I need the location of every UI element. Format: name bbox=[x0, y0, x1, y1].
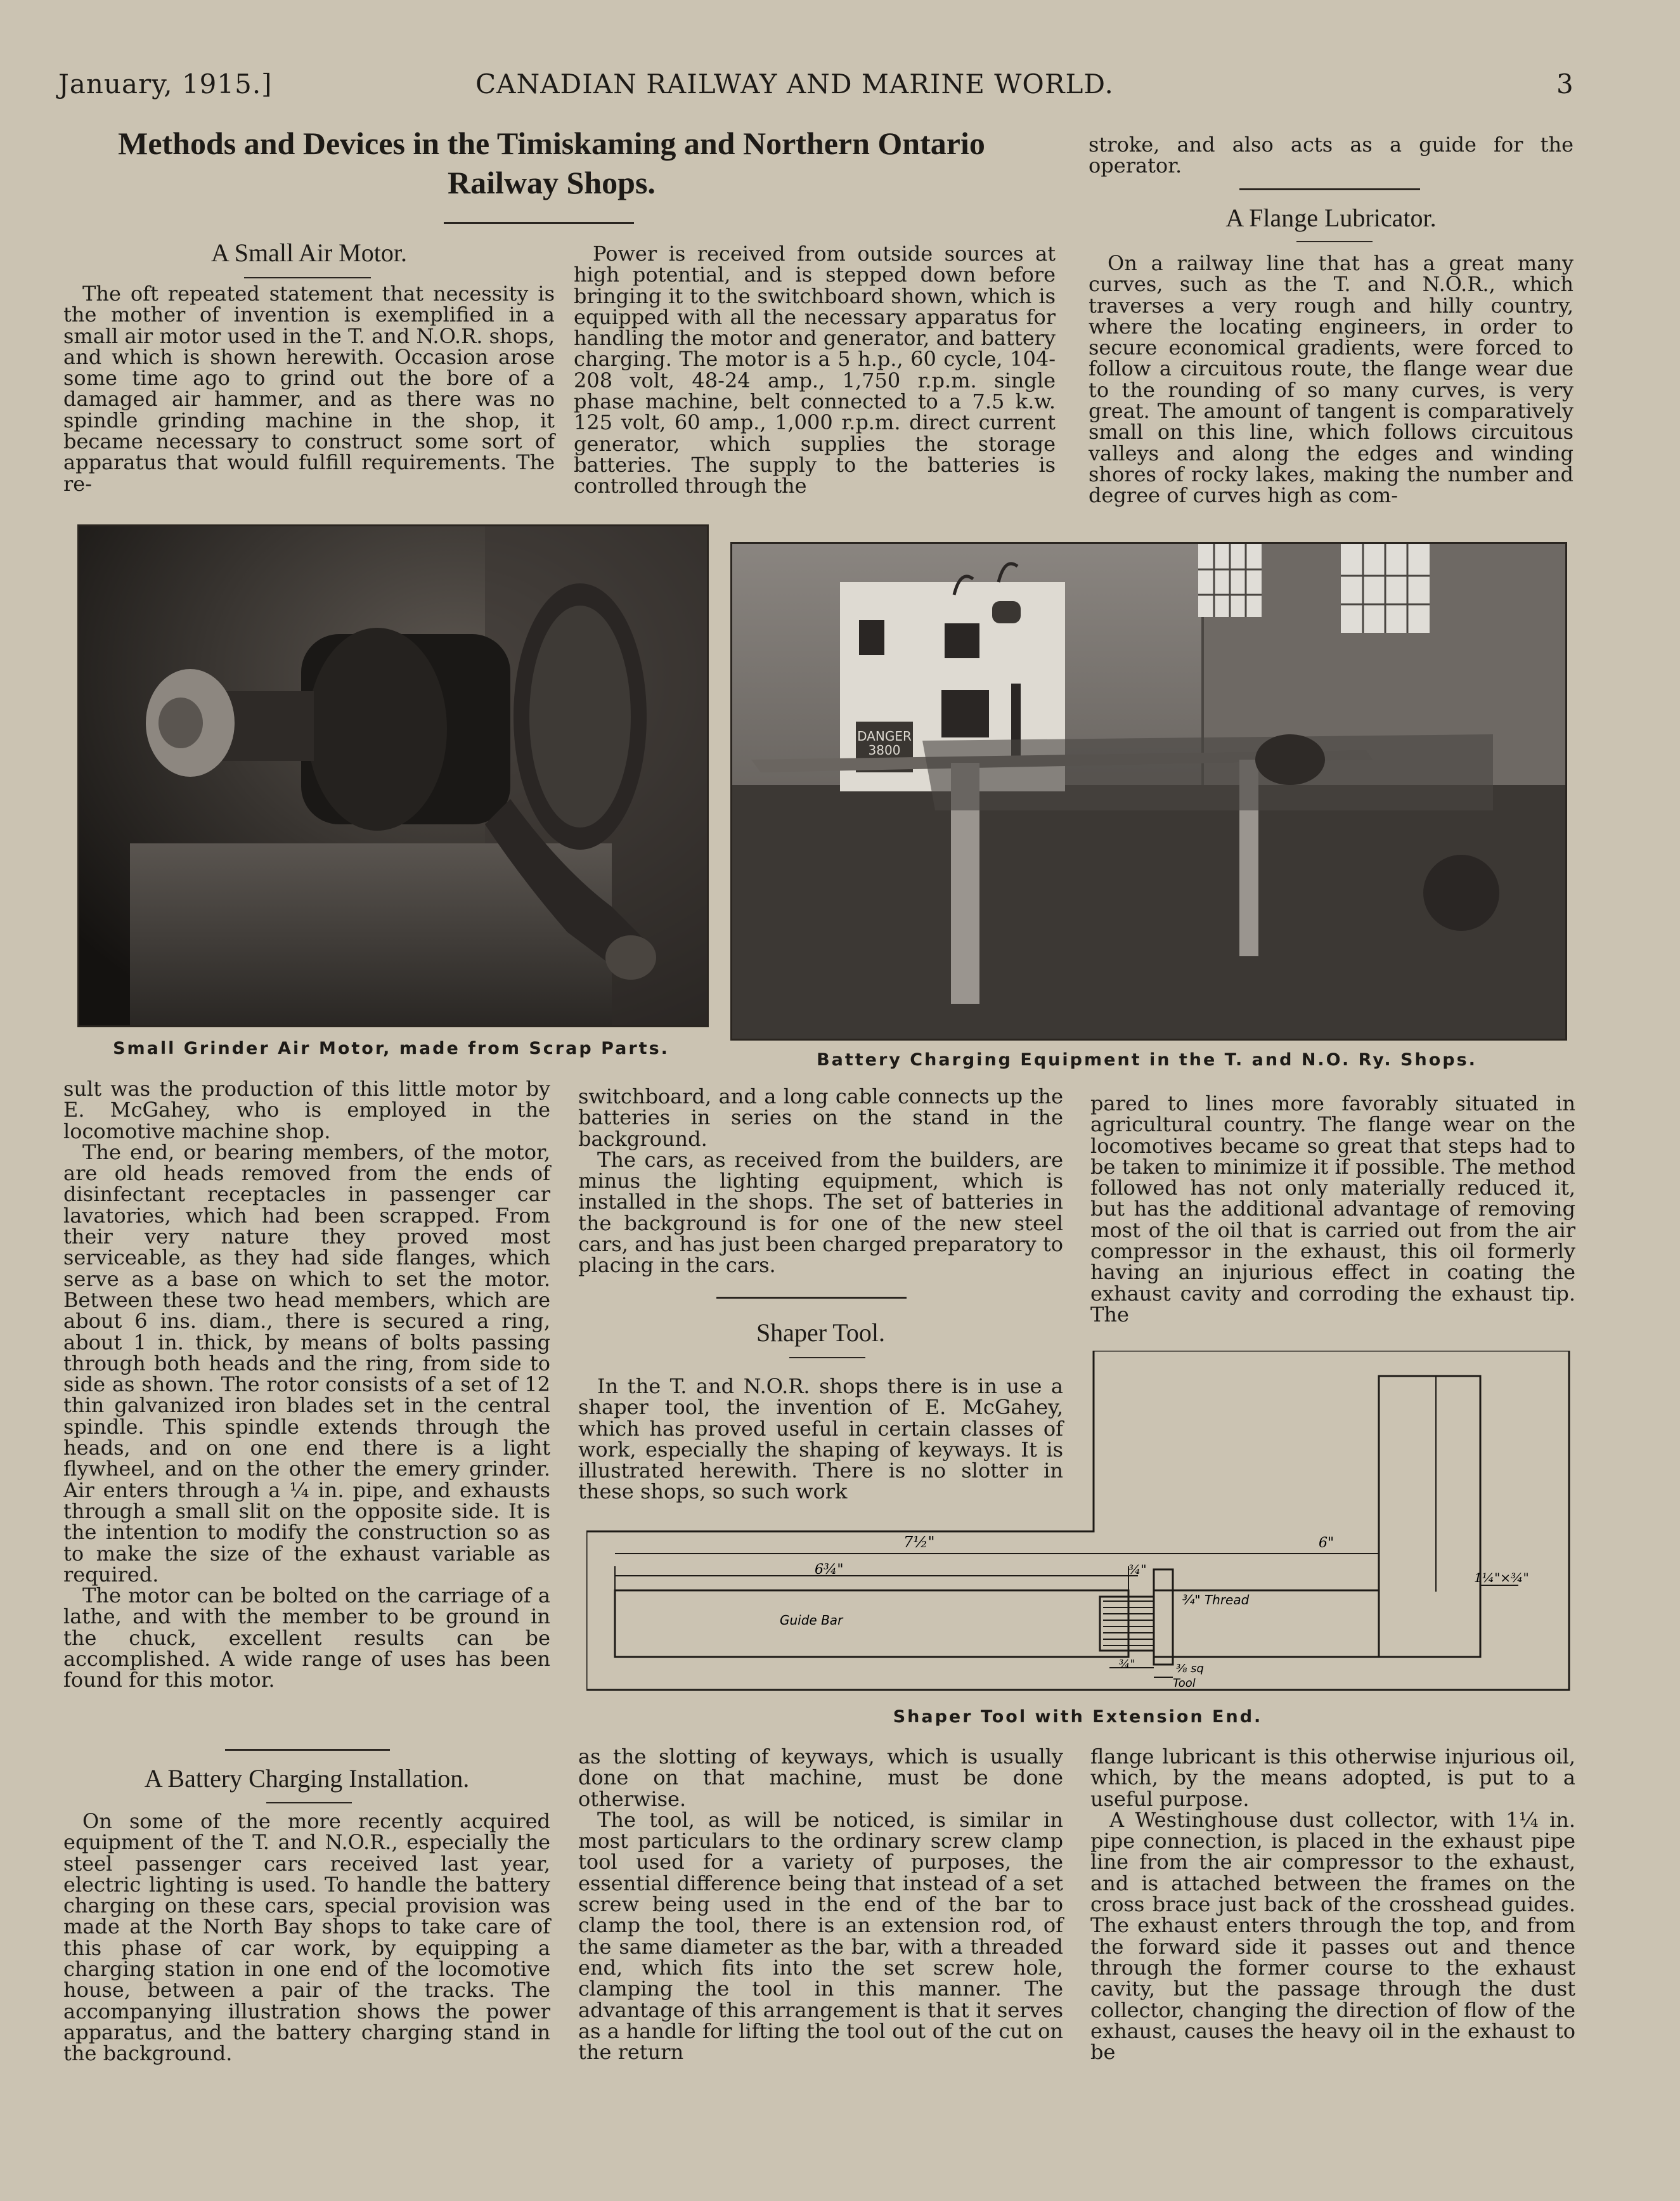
rule-flange-top bbox=[1239, 188, 1420, 190]
dim-1-4-x-3-4: 1¼"×¾" bbox=[1474, 1570, 1529, 1585]
heading-battery-charging: A Battery Charging Installation. bbox=[144, 1764, 470, 1793]
danger-sign-line1: DANGER bbox=[857, 729, 912, 744]
paragraph: sult was the production of this little motor by E. McGahey, who is employed in the locomotive machine shop. bbox=[63, 1077, 550, 1143]
caption-shaper-tool: Shaper Tool with Extension End. bbox=[893, 1707, 1263, 1727]
heading-flange-lubricator: A Flange Lubricator. bbox=[1225, 204, 1437, 232]
col1-top-text bbox=[63, 283, 555, 495]
article-title-line1: Methods and Devices in the Timiskaming and Northern Ontario bbox=[118, 126, 985, 161]
dim-7-half: 7½" bbox=[903, 1533, 935, 1551]
paragraph: flange lubricant is this otherwise injurious oil, which, by the means adopted, is put to a useful purpose. bbox=[1090, 1744, 1575, 1811]
paragraph: Power is received from outside sources at high potential, and is stepped down before bringing it to the switchboard shown, which is equipped with all the necessary apparatus for handling the motor and generator, and battery charging. The motor is a 5 h.p., 60 cycle, 104-208 volt, 48-24 amp., 1,750 r.p.m. single phase machine, belt connected to a 7.5 k.w. 125 volt, 60 amp., 1,000 r.p.m. direct current generator, which supplies the storage batteries. The supply to the batteries is controlled through the bbox=[574, 242, 1056, 498]
label-tool: Tool bbox=[1173, 1677, 1196, 1690]
shaper-drawing-svg bbox=[586, 1351, 1575, 1693]
paragraph: The cars, as received from the builders, are minus the lighting equipment, which is installed in the shops. The set of batteries in the background is for one of the new steel cars, and has just been charged preparatory to placing in the cars. bbox=[578, 1147, 1063, 1278]
paragraph: switchboard, and a long cable connects up the batteries in series on the stand in the background. bbox=[578, 1084, 1063, 1151]
article-title bbox=[44, 124, 1059, 202]
dim-3-4: ¾" bbox=[1128, 1562, 1147, 1577]
paragraph: On a railway line that has a great many curves, such as the T. and N.O.R., which traverses a very rough and hilly country, where the locating engineers, in order to secure economical gradients, were forced to follow a circuitous route, the flange wear due to the rounding of so many curves, is very great. The amount of tangent is comparatively small on this line, which follows circuitous valleys and along the edges and winding shores of rocky lakes, making the number and degree of curves high as com- bbox=[1089, 251, 1573, 508]
rule-shaper-top bbox=[716, 1297, 907, 1299]
paragraph: The oft repeated statement that necessity is the mother of invention is exemplified in a small air motor used in the T. and N.O.R. shops, and which is shown herewith. Occasion arose some time ago to grind out the bore of a damaged air hammer, and as there was no spindle grinding machine in the shop, it became necessary to construct some sort of apparatus that would fulfill requirements. The re- bbox=[63, 282, 555, 496]
paragraph: On some of the more recently acquired equipment of the T. and N.O.R., especially the steel passenger cars received last year, electric lighting is used. To handle the battery charging on these cars, special provision was made at the North Bay shops to take care of this phase of car work, by equipping a charging station in one end of the locomotive house, between a pair of the tracks. The accompanying illustration shows the power apparatus, and the battery charging stand in the background. bbox=[63, 1809, 550, 2066]
dim-6-3-4: 6¾" bbox=[815, 1562, 844, 1578]
rule-battery bbox=[266, 1802, 352, 1803]
article-title-line2: Railway Shops. bbox=[448, 165, 656, 200]
danger-sign-line2: 3800 bbox=[868, 743, 901, 758]
col3-top-text-b bbox=[1089, 253, 1573, 507]
paragraph: stroke, and also acts as a guide for the operator. bbox=[1089, 133, 1573, 178]
dim-small-3-4: ¾" bbox=[1119, 1658, 1135, 1671]
col3-mid-text bbox=[1090, 1093, 1575, 1325]
battery-charging-image bbox=[732, 544, 1565, 1039]
paragraph: A Westinghouse dust collector, with 1¼ in. pipe connection, is placed in the exhaust pipe line from the air compressor to the exhaust, and is attached between the frames on the cross brace just back of the crosshead guides. The exhaust enters through the top, and from the forward side it passes out and thence through the former course to the exhaust cavity, but the passage through the dust collector, changing the direction of flow of the exhaust, causes the heavy oil in the exhaust to be bbox=[1090, 1807, 1575, 2065]
col3-top-text-a bbox=[1089, 134, 1573, 177]
col3-bottom-text bbox=[1090, 1746, 1575, 2063]
photo-battery-charging bbox=[730, 542, 1567, 1041]
col2-bottom-text bbox=[578, 1746, 1063, 2063]
label-thread: ¾" Thread bbox=[1182, 1592, 1250, 1607]
air-motor-image bbox=[79, 526, 707, 1025]
paragraph: as the slotting of keyways, which is usually done on that machine, must be done otherwise. bbox=[578, 1744, 1063, 1811]
caption-battery-charging: Battery Charging Equipment in the T. and N.O. Ry. Shops. bbox=[817, 1050, 1477, 1070]
shaper-tool-drawing bbox=[586, 1351, 1575, 1693]
running-head-journal: CANADIAN RAILWAY AND MARINE WORLD. bbox=[475, 68, 1114, 100]
title-rule bbox=[444, 222, 634, 224]
paragraph: The tool, as will be noticed, is similar in most particulars to the ordinary screw clamp tool used for a variety of purposes, the essential difference being that instead of a set screw being used in the end of the bar to clamp the tool, there is an extension rod, of the same diameter as the bar, with a threaded end, which fits into the set screw hole, clamping the tool in this manner. The advantage of this arrangement is that it serves as a handle for lifting the tool out of the cut on the return bbox=[578, 1807, 1063, 2065]
heading-small-air-motor: A Small Air Motor. bbox=[211, 238, 407, 267]
page-number: 3 bbox=[1556, 68, 1574, 100]
photo-air-motor bbox=[77, 524, 709, 1027]
paragraph: pared to lines more favorably situated in agricultural country. The flange wear on the locomotives became so great that steps had to be taken to minimize it if possible. The method followed has not only materially reduced it, but has the additional advantage of removing most of the oil that is carried out from the air compressor in the exhaust, this oil formerly having an injurious effect in coating the exhaust cavity and corroding the exhaust tip. The bbox=[1090, 1091, 1575, 1327]
label-guide-bar: Guide Bar bbox=[780, 1613, 843, 1628]
col2-mid-text bbox=[578, 1086, 1063, 1276]
rule-battery-top bbox=[225, 1749, 390, 1751]
paragraph: The motor can be bolted on the carriage of a lathe, and with the member to be ground in the chuck, excellent results can be accomplished. A wide range of uses has been found for this motor. bbox=[63, 1583, 550, 1692]
running-head-date: January, 1915.] bbox=[58, 68, 273, 100]
col1-bottom-text bbox=[63, 1811, 550, 2065]
paragraph: The end, or bearing members, of the motor, are old heads removed from the ends of disinfectant receptacles in passenger car lavatories, which had been scrapped. From their very nature they proved most serviceable, as they had side flanges, which serve as a base on which to set the motor. Between these two head members, which are about 6 ins. diam., there is secured a ring, about 1 in. thick, by means of bolts passing through both heads and the ring, from side to side as shown. The rotor consists of a set of 12 thin galvanized iron blades set in the central spindle. This spindle extends through the heads, and on one end there is a light flywheel, and on the other the emery grinder. Air enters through a ¼ in. pipe, and exhausts through a small slit on the opposite side. It is the intention to modify the construction so as to make the size of the exhaust variable as required. bbox=[63, 1139, 550, 1587]
caption-air-motor: Small Grinder Air Motor, made from Scrap Parts. bbox=[113, 1039, 669, 1058]
paragraph: In the T. and N.O.R. shops there is in use a shaper tool, the invention of E. McGahey, which has proved useful in certain classes of work, especially the shaping of keyways. It is illustrated herewith. There is no slotter in these shops, so such work bbox=[578, 1374, 1063, 1504]
label-sq: ⅜ sq bbox=[1176, 1662, 1204, 1675]
rule-flange bbox=[1296, 241, 1373, 242]
col1-mid-text bbox=[63, 1079, 550, 1691]
dim-6in: 6" bbox=[1319, 1535, 1334, 1551]
heading-shaper-tool: Shaper Tool. bbox=[756, 1318, 886, 1347]
col2-top-text bbox=[574, 243, 1056, 497]
rule-air-motor bbox=[244, 277, 371, 278]
